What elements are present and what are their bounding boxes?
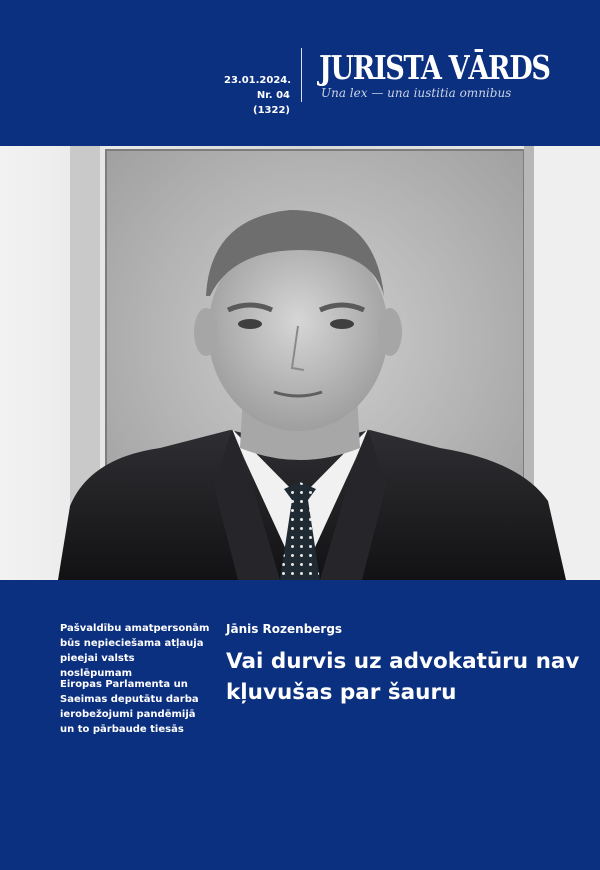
teaser-item: Pašvaldību amatpersonām būs nepieciešama atļauja pieejai valsts noslēpumam bbox=[60, 623, 210, 679]
teaser-item: Eiropas Parlamenta un Saeimas deputātu darba ierobežojumi pandēmijā un to pārbaude tiesās bbox=[60, 679, 199, 735]
issue-info bbox=[224, 73, 290, 118]
magazine-tagline: Una lex — una iustitia omnibus bbox=[321, 86, 512, 100]
cover-headline: Vai durvis uz advokatūru nav kļuvušas par šauru bbox=[226, 649, 580, 705]
issue-number: Nr. 04 (1322) bbox=[253, 90, 290, 116]
cover-photo bbox=[0, 146, 600, 580]
masthead bbox=[0, 0, 600, 146]
article-author: Jānis Rozenbergs bbox=[226, 622, 343, 636]
masthead-divider bbox=[301, 48, 302, 102]
magazine-title: JURISTA VĀRDS bbox=[319, 48, 550, 87]
cover-lower-section bbox=[0, 580, 600, 870]
issue-date: 23.01.2024. bbox=[224, 75, 292, 86]
